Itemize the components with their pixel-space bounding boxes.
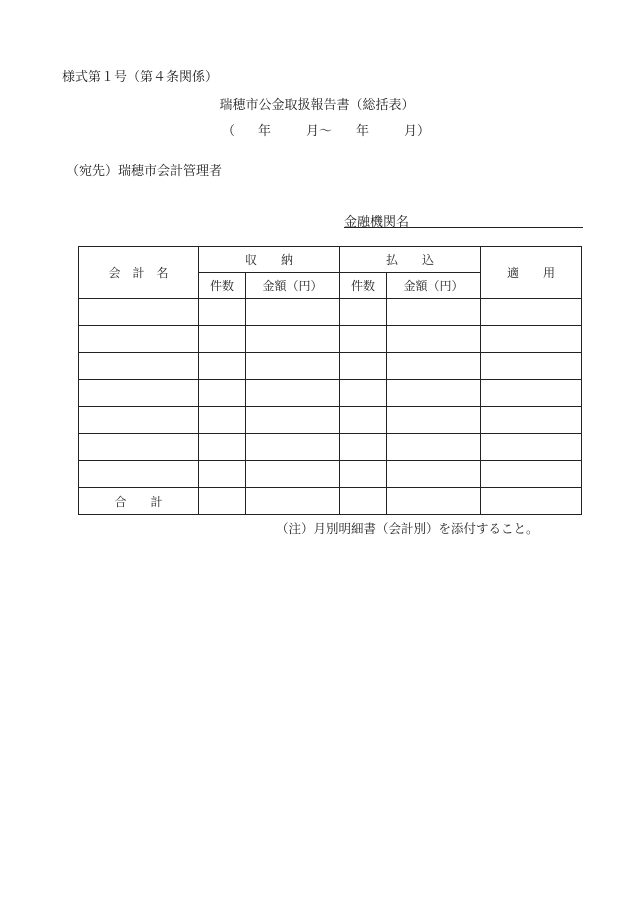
total-row — [79, 488, 582, 515]
cell-payment-amount — [387, 407, 481, 434]
cell-account — [79, 380, 199, 407]
period-month-start: 月〜 — [306, 124, 333, 139]
cell-remarks — [481, 353, 582, 380]
cell-remarks — [481, 407, 582, 434]
header-receipt: 収 納 — [199, 247, 340, 273]
cell-receipt-count — [199, 380, 246, 407]
cell-receipt-count — [199, 299, 246, 326]
cell-receipt-amount — [246, 461, 340, 488]
cell-receipt-count — [199, 353, 246, 380]
cell-payment-amount — [387, 461, 481, 488]
table-row — [79, 380, 582, 407]
cell-receipt-count — [199, 461, 246, 488]
header-account: 会 計 名 — [79, 247, 199, 299]
cell-payment-count — [340, 326, 387, 353]
cell-payment-amount — [387, 299, 481, 326]
cell-remarks — [481, 326, 582, 353]
header-receipt-amount: 金額（円） — [246, 273, 340, 299]
period-year-end: 年 — [356, 124, 370, 139]
table-row — [79, 434, 582, 461]
total-payment-count — [340, 488, 387, 515]
cell-payment-count — [340, 353, 387, 380]
cell-receipt-count — [199, 434, 246, 461]
cell-account — [79, 353, 199, 380]
cell-remarks — [481, 461, 582, 488]
total-payment-amount — [387, 488, 481, 515]
cell-receipt-count — [199, 326, 246, 353]
cell-account — [79, 434, 199, 461]
report-table — [78, 246, 582, 515]
header-payment: 払 込 — [340, 247, 481, 273]
header-payment-count: 件数 — [340, 273, 387, 299]
cell-payment-count — [340, 461, 387, 488]
header-payment-amount: 金額（円） — [387, 273, 481, 299]
cell-payment-amount — [387, 434, 481, 461]
table-row — [79, 353, 582, 380]
header-remarks: 適 用 — [481, 247, 582, 299]
cell-receipt-amount — [246, 326, 340, 353]
cell-payment-amount — [387, 380, 481, 407]
document-title: 瑞穂市公金取扱報告書（総括表） — [219, 98, 415, 113]
table-row — [79, 299, 582, 326]
table-row — [79, 326, 582, 353]
total-receipt-amount — [246, 488, 340, 515]
total-label: 合 計 — [79, 488, 199, 515]
cell-receipt-amount — [246, 299, 340, 326]
cell-receipt-amount — [246, 380, 340, 407]
cell-receipt-amount — [246, 353, 340, 380]
form-number: 様式第１号（第４条関係） — [62, 70, 219, 85]
total-receipt-count — [199, 488, 246, 515]
cell-remarks — [481, 434, 582, 461]
cell-account — [79, 299, 199, 326]
cell-receipt-amount — [246, 407, 340, 434]
total-remarks — [481, 488, 582, 515]
bank-name-label: 金融機関名 — [344, 215, 410, 230]
cell-payment-count — [340, 380, 387, 407]
reporting-period — [222, 120, 430, 139]
cell-remarks — [481, 380, 582, 407]
period-open-paren: （ — [222, 124, 236, 139]
period-year-start: 年 — [258, 124, 272, 139]
cell-account — [79, 461, 199, 488]
cell-payment-count — [340, 434, 387, 461]
table-header-row — [79, 247, 582, 273]
cell-payment-amount — [387, 326, 481, 353]
cell-payment-amount — [387, 353, 481, 380]
addressee: （宛先）瑞穂市会計管理者 — [66, 164, 223, 179]
header-receipt-count: 件数 — [199, 273, 246, 299]
cell-remarks — [481, 299, 582, 326]
cell-payment-count — [340, 299, 387, 326]
bank-name-line — [344, 227, 583, 228]
table-row — [79, 407, 582, 434]
table-row — [79, 461, 582, 488]
cell-receipt-amount — [246, 434, 340, 461]
cell-account — [79, 326, 199, 353]
attachment-note: （注）月別明細書（会計別）を添付すること。 — [276, 521, 539, 536]
cell-payment-count — [340, 407, 387, 434]
period-month-end: 月） — [404, 124, 431, 139]
cell-account — [79, 407, 199, 434]
cell-receipt-count — [199, 407, 246, 434]
